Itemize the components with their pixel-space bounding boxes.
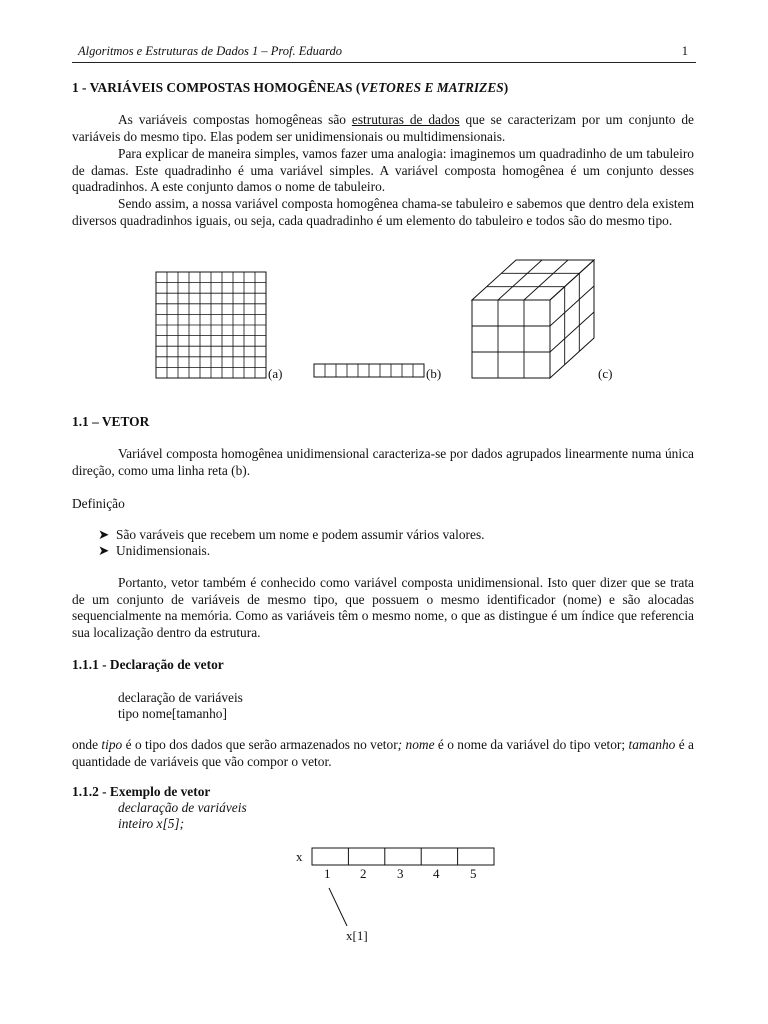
paragraph-declaration-explanation: onde tipo é o tipo dos dados que serão armazenados no vetor; nome é o nome da variável do tipo vetor; tamanho é a quantidade de variáveis que vão compor o vetor. <box>72 737 694 769</box>
pointer-label: x[1] <box>346 928 368 943</box>
index-label: 3 <box>397 866 404 881</box>
declaration-code-line-1: declaração de variáveis <box>118 690 243 705</box>
figure-label-c: (c) <box>598 366 613 381</box>
section-1-title: 1 - VARIÁVEIS COMPOSTAS HOMOGÊNEAS (VETORES E MATRIZES) <box>72 80 509 95</box>
grid-lines <box>156 272 266 378</box>
vector-cell-lines <box>325 364 413 377</box>
cube-outline <box>472 260 594 378</box>
index-label: 2 <box>360 866 367 881</box>
vector-row-figure <box>312 362 428 380</box>
paragraph-tabuleiro: Sendo assim, a nossa variável composta homogênea chama-se tabuleiro e sabemos que dentro dela existem diversos quadradinhos iguais, ou seja, cada quadradinho é um elemento do tabuleiro e todos são do mesmo tipo. <box>72 196 694 228</box>
course-title: Algoritmos e Estruturas de Dados 1 – Prof. Eduardo <box>78 44 343 58</box>
grid-matrix-figure <box>154 270 270 382</box>
section-1-1-1-title: 1.1.1 - Declaração de vetor <box>72 657 224 672</box>
vector-example-border <box>312 848 494 865</box>
arrow-bullet-icon: ➤ <box>98 543 110 558</box>
index-label: 4 <box>433 866 440 881</box>
vector-example-cell-lines <box>348 848 457 865</box>
cube-figure <box>466 256 600 384</box>
declaration-code-line-2: tipo nome[tamanho] <box>118 706 227 721</box>
data-structures-link[interactable]: estruturas de dados <box>351 112 460 127</box>
paragraph-analogy: Para explicar de maneira simples, vamos fazer uma analogia: imaginemos um quadradinho de um tabuleiro de damas. Este quadradinho é uma variável simples. A variável composta homogênea é um conjunto desses quadradinhos. A este conjunto damos o nome de tabuleiro. <box>72 146 694 195</box>
index-label: 5 <box>470 866 477 881</box>
section-1-1-2-title: 1.1.2 - Exemplo de vetor <box>72 784 211 799</box>
cube-grid-lines <box>472 260 594 378</box>
paragraph-vetor-definition: Variável composta homogênea unidimensional caracteriza-se por dados agrupados linearmente numa única direção, como uma linha reta (b). <box>72 446 694 478</box>
paragraph-intro: As variáveis compostas homogêneas são estruturas de dados que se caracterizam por um conjunto de variáveis do mesmo tipo. Elas podem ser unidimensionais ou multidimensionais. <box>72 112 694 144</box>
figure-label-b: (b) <box>426 366 442 381</box>
figure-label-a: (a) <box>268 366 283 381</box>
list-item: ➤ São varáveis que recebem um nome e podem assumir vários valores. <box>98 527 485 542</box>
index-pointer-line <box>329 888 347 926</box>
page-number: 1 <box>681 44 688 58</box>
index-label: 1 <box>324 866 331 881</box>
paragraph-vetor-explanation: Portanto, vetor também é conhecido como variável composta unidimensional. Isto quer dizer que se trata de um conjunto de variáveis de mesmo tipo, que possuem o mesmo identificador (nome) e são alocadas sequencialmente na memória. Como as variáveis têm o mesmo nome, o que as distingue é um índice que referencia sua localização dentro da estrutura. <box>72 575 694 640</box>
vector-name-label: x <box>296 849 303 864</box>
example-code-line-1: declaração de variáveis <box>118 800 247 815</box>
example-code-line-2: inteiro x[5]; <box>118 816 185 831</box>
arrow-bullet-icon: ➤ <box>98 527 110 542</box>
list-item: ➤ Unidimensionais. <box>98 543 211 558</box>
vector-example-diagram <box>310 846 498 934</box>
page-header <box>72 42 696 63</box>
definition-label: Definição <box>72 496 125 511</box>
section-1-1-title: 1.1 – VETOR <box>72 414 150 429</box>
